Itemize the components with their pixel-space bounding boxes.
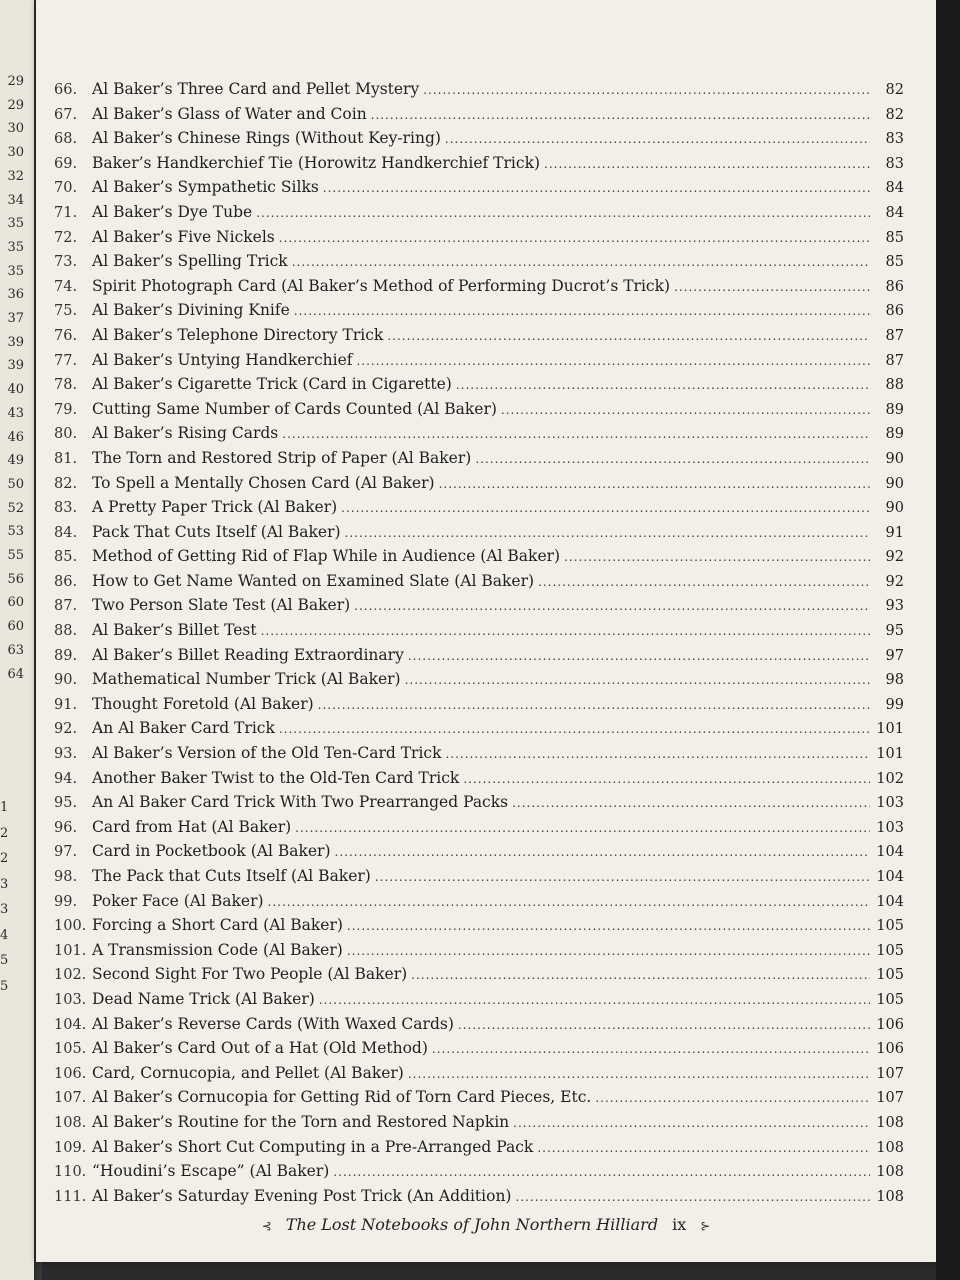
toc-entry-page: 105 [876,967,904,984]
toc-entry-title: An Al Baker Card Trick [92,719,275,738]
previous-page-number: 29 [7,97,24,113]
toc-entry-title: Al Baker’s Card Out of a Hat (Old Method) [92,1039,428,1058]
toc-leader-dots [333,1165,870,1179]
toc-leader-dots [674,280,870,294]
toc-entry-page: 92 [885,573,904,590]
toc-entry [54,154,904,179]
toc-entry-page: 104 [876,869,904,885]
toc-leader-dots [347,944,870,958]
toc-entry-number: 109. [54,1139,87,1156]
toc-entry-number: 81. [54,450,78,467]
toc-entry [54,474,904,499]
previous-page-number: 49 [7,453,24,469]
toc-entry [54,572,904,597]
toc-leader-dots [564,550,870,564]
toc-entry-number: 68. [54,131,78,148]
toc-leader-dots [356,354,870,368]
toc-entry-page: 91 [885,524,904,541]
toc-entry-title: Baker’s Handkerchief Tie (Horowitz Handkerchief Trick) [92,153,541,172]
toc-leader-dots [501,403,870,417]
toc-entry [54,252,904,277]
previous-page-number: 50 [7,476,24,492]
toc-leader-dots [439,477,870,491]
toc-entry-number: 85. [54,549,78,566]
toc-entry-title: Al Baker’s Glass of Water and Coin [92,104,367,123]
toc-entry-number: 103. [54,991,87,1008]
background-edge [936,0,960,1280]
toc-entry [54,80,904,105]
toc-leader-dots [261,624,870,638]
toc-entry [54,203,904,228]
toc-entry-page: 99 [885,696,904,713]
toc-entry-page: 103 [876,819,904,836]
toc-entry [54,695,904,720]
toc-entry-number: 76. [54,327,78,344]
toc-leader-dots [537,1141,870,1155]
toc-entry [54,105,904,130]
toc-entry-title: Al Baker’s Spelling Trick [92,252,288,271]
toc-leader-dots [319,993,870,1007]
toc-entry [54,351,904,376]
toc-entry-number: 98. [54,869,78,885]
toc-entry-title: Al Baker’s Billet Test [92,621,257,640]
toc-entry [54,744,904,769]
toc-entry-page: 103 [876,795,904,812]
toc-entry-title: The Torn and Restored Strip of Paper (Al Baker) [92,448,472,467]
previous-page-number: 5 [0,953,9,968]
toc-leader-dots [411,968,870,982]
toc-entry-title: An Al Baker Card Trick With Two Prearranged Packs [92,793,509,812]
toc-entry [54,793,904,818]
toc-leader-dots [341,501,870,515]
toc-leader-dots [463,772,870,786]
toc-entry-title: Al Baker’s Billet Reading Extraordinary [92,645,404,664]
toc-entry-page: 90 [885,450,904,467]
previous-page-number: 35 [7,216,24,232]
previous-page-number: 43 [7,405,24,421]
toc-leader-dots [323,181,870,195]
table-of-contents [54,80,904,1211]
toc-leader-dots [456,378,870,392]
toc-entry-page: 85 [885,254,904,271]
toc-entry-page: 95 [885,623,904,640]
toc-entry-number: 105. [54,1041,87,1058]
previous-page-number: 4 [0,927,9,943]
toc-leader-dots [595,1091,870,1105]
toc-entry [54,228,904,253]
toc-entry-title: Mathematical Number Trick (Al Baker) [92,670,401,689]
toc-entry-title: Another Baker Twist to the Old-Ten Card Trick [92,768,460,787]
previous-page-number: 37 [7,311,24,326]
toc-entry-number: 83. [54,500,78,517]
toc-entry-number: 106. [54,1065,87,1082]
toc-entry [54,498,904,523]
toc-entry-page: 108 [876,1114,904,1131]
toc-entry-number: 79. [54,401,78,418]
toc-leader-dots [445,132,870,146]
previous-page-edge [0,0,34,1280]
toc-entry-number: 102. [54,967,87,984]
toc-entry-number: 70. [54,180,78,197]
toc-entry-number: 95. [54,795,78,812]
toc-leader-dots [513,1116,870,1130]
toc-entry [54,719,904,744]
toc-leader-dots [282,427,870,441]
toc-entry-title: Al Baker’s Three Card and Pellet Mystery [92,80,420,98]
toc-entry [54,892,904,917]
toc-entry [54,326,904,351]
footer-ornament-right-icon: ⊱ [700,1219,711,1233]
toc-entry-number: 86. [54,573,78,590]
toc-entry-title: Al Baker’s Routine for the Torn and Restored Napkin [92,1112,510,1131]
toc-entry-number: 87. [54,598,78,615]
previous-page-number: 53 [7,524,24,540]
toc-entry-page: 108 [876,1164,904,1181]
toc-entry-page: 87 [885,352,904,369]
toc-leader-dots [295,821,870,835]
toc-entry-number: 104. [54,1016,87,1033]
previous-page-number: 2 [0,851,9,866]
toc-entry-number: 67. [54,106,78,123]
previous-page-number: 64 [7,666,24,682]
toc-entry-number: 92. [54,721,78,738]
previous-page-number: 3 [0,876,9,892]
toc-entry-title: Al Baker’s Rising Cards [92,424,279,443]
previous-page-number: 30 [7,121,24,137]
previous-page-number: 56 [7,571,24,587]
toc-entry-number: 78. [54,377,78,394]
toc-leader-dots [318,698,870,712]
toc-entry-title: Cutting Same Number of Cards Counted (Al Baker) [92,399,497,418]
toc-entry-page: 87 [885,327,904,344]
toc-leader-dots [515,1190,870,1204]
previous-page-number: 39 [7,358,24,374]
previous-page-number: 29 [7,74,24,89]
toc-entry [54,547,904,572]
toc-entry-page: 102 [876,770,904,787]
toc-entry [54,1064,904,1089]
toc-entry-number: 74. [54,278,78,295]
toc-entry [54,818,904,843]
toc-entry-title: Two Person Slate Test (Al Baker) [92,596,351,615]
toc-entry-page: 105 [876,991,904,1008]
toc-entry [54,596,904,621]
toc-entry-page: 89 [885,426,904,443]
toc-entry-page: 84 [885,204,904,221]
toc-entry-number: 108. [54,1114,87,1131]
toc-entry-title: Pack That Cuts Itself (Al Baker) [92,522,341,541]
toc-entry-number: 69. [54,155,78,172]
toc-entry [54,646,904,671]
toc-entry [54,1015,904,1040]
toc-entry-title: Card from Hat (Al Baker) [92,817,292,836]
toc-leader-dots [335,845,870,859]
toc-entry-number: 110. [54,1164,87,1181]
toc-entry [54,375,904,400]
toc-entry-page: 88 [885,377,904,394]
toc-entry-number: 94. [54,770,78,787]
toc-entry-number: 80. [54,426,78,443]
toc-leader-dots [408,649,870,663]
toc-entry-title: Dead Name Trick (Al Baker) [92,989,315,1008]
toc-entry-title: The Pack that Cuts Itself (Al Baker) [92,867,371,885]
previous-page-number: 39 [7,334,24,350]
toc-leader-dots [279,231,870,245]
page-number: ix [672,1215,687,1234]
previous-page-number: 60 [7,619,24,635]
toc-entry-title: Al Baker’s Chinese Rings (Without Key-ring) [92,129,441,148]
toc-entry-page: 93 [885,598,904,615]
toc-entry-title: Spirit Photograph Card (Al Baker’s Method of Performing Ducrot’s Trick) [92,276,671,295]
toc-entry-page: 107 [876,1090,904,1107]
toc-entry-title: Second Sight For Two People (Al Baker) [92,965,408,984]
previous-page-number: 5 [0,978,9,994]
toc-leader-dots [475,452,870,466]
book-page [36,0,936,1262]
toc-leader-dots [458,1018,870,1032]
toc-entry-title: Al Baker’s Version of the Old Ten-Card Trick [92,744,442,763]
toc-entry-number: 93. [54,746,78,763]
toc-entry-title: Al Baker’s Reverse Cards (With Waxed Cards) [92,1014,454,1033]
toc-leader-dots [423,83,870,97]
toc-entry [54,400,904,425]
previous-page-number: 30 [7,145,24,161]
toc-entry-page: 106 [876,1041,904,1058]
toc-entry-page: 98 [885,672,904,689]
book-title: The Lost Notebooks of John Northern Hilliard [285,1215,659,1234]
previous-page-number: 52 [7,500,24,516]
toc-entry [54,941,904,966]
toc-leader-dots [347,919,870,933]
toc-entry [54,621,904,646]
previous-page-number: 36 [7,287,24,303]
toc-entry [54,670,904,695]
toc-entry-number: 89. [54,647,78,664]
toc-entry-page: 107 [876,1065,904,1082]
toc-entry-title: How to Get Name Wanted on Examined Slate (Al Baker) [92,571,535,590]
toc-entry-title: Al Baker’s Saturday Evening Post Trick (An Addition) [92,1186,512,1205]
toc-entry-title: Poker Face (Al Baker) [92,891,264,910]
toc-entry-title: Forcing a Short Card (Al Baker) [92,916,343,935]
toc-entry-title: To Spell a Mentally Chosen Card (Al Baker) [92,473,435,492]
toc-entry-title: Al Baker’s Dye Tube [92,202,253,221]
previous-page-number: 2 [0,825,9,841]
toc-entry-page: 83 [885,131,904,148]
toc-entry-number: 77. [54,352,78,369]
toc-entry [54,277,904,302]
toc-entry [54,1187,904,1212]
toc-leader-dots [387,329,870,343]
toc-leader-dots [375,870,870,884]
toc-entry-page: 104 [876,893,904,910]
toc-entry-number: 107. [54,1090,87,1107]
toc-entry [54,1138,904,1163]
toc-entry [54,1039,904,1064]
previous-page-number: 55 [7,548,24,563]
toc-entry-title: Thought Foretold (Al Baker) [92,694,314,713]
toc-entry-page: 104 [876,844,904,861]
toc-entry [54,1088,904,1113]
toc-entry-title: Al Baker’s Untying Handkerchief [92,350,353,369]
toc-entry [54,449,904,474]
toc-leader-dots [432,1042,870,1056]
toc-entry-number: 96. [54,819,78,836]
toc-leader-dots [354,599,870,613]
toc-leader-dots [512,796,870,810]
toc-leader-dots [408,1067,870,1081]
toc-entry-page: 90 [885,500,904,517]
footer-ornament-left-icon: ⊰ [261,1219,272,1233]
toc-leader-dots [405,673,870,687]
toc-leader-dots [268,895,870,909]
toc-entry-number: 73. [54,254,78,271]
toc-entry-title: “Houdini’s Escape” (Al Baker) [92,1162,330,1181]
previous-page-number: 35 [7,263,24,279]
toc-entry-number: 91. [54,696,78,713]
toc-entry-page: 83 [885,155,904,172]
previous-page-number: 34 [7,192,24,208]
toc-leader-dots [371,108,870,122]
toc-entry-page: 101 [876,721,904,738]
toc-leader-dots [292,255,870,269]
toc-entry-title: Al Baker’s Sympathetic Silks [92,178,319,197]
toc-entry-title: A Pretty Paper Trick (Al Baker) [92,498,338,517]
toc-entry [54,301,904,326]
toc-entry-page: 108 [876,1139,904,1156]
toc-entry-page: 97 [885,647,904,664]
toc-entry-number: 84. [54,524,78,541]
toc-entry-number: 82. [54,475,78,492]
page-footer [36,1215,936,1234]
toc-entry-number: 111. [54,1188,87,1205]
toc-entry-number: 75. [54,303,78,320]
previous-page-number: 63 [7,642,24,658]
toc-leader-dots [538,575,870,589]
toc-entry [54,916,904,941]
toc-entry-title: Card, Cornucopia, and Pellet (Al Baker) [92,1063,404,1082]
toc-entry-page: 86 [885,303,904,320]
toc-entry-number: 88. [54,623,78,640]
toc-entry-title: Method of Getting Rid of Flap While in Audience (Al Baker) [92,547,561,566]
toc-entry-title: Al Baker’s Cigarette Trick (Card in Cigarette) [92,375,452,394]
toc-leader-dots [279,722,870,736]
toc-entry-title: A Transmission Code (Al Baker) [92,940,343,959]
toc-leader-dots [544,157,870,171]
previous-page-number: 46 [7,429,24,445]
toc-entry-number: 97. [54,844,78,861]
toc-entry-page: 84 [885,180,904,197]
toc-leader-dots [445,747,870,761]
toc-leader-dots [345,526,870,540]
toc-entry-page: 85 [885,229,904,246]
toc-entry-number: 99. [54,893,78,910]
toc-entry [54,424,904,449]
toc-entry [54,178,904,203]
toc-entry-page: 108 [876,1188,904,1205]
toc-entry-number: 101. [54,942,87,959]
previous-page-number: 60 [7,595,24,611]
toc-entry-page: 82 [885,82,904,98]
toc-entry [54,965,904,990]
toc-entry-title: Al Baker’s Five Nickels [92,227,275,246]
toc-entry [54,990,904,1015]
toc-entry-number: 90. [54,672,78,689]
toc-entry-page: 105 [876,918,904,935]
toc-leader-dots [256,206,870,220]
toc-entry-number: 100. [54,918,87,935]
toc-entry-page: 82 [885,106,904,123]
toc-entry-number: 71. [54,204,78,221]
toc-entry-page: 106 [876,1016,904,1033]
toc-entry-title: Card in Pocketbook (Al Baker) [92,842,331,861]
toc-leader-dots [294,304,870,318]
toc-entry-page: 92 [885,549,904,566]
toc-entry [54,867,904,892]
previous-page-number: 35 [7,239,24,255]
toc-entry-title: Al Baker’s Telephone Directory Trick [92,325,384,344]
toc-entry-page: 86 [885,278,904,295]
toc-entry [54,1162,904,1187]
toc-entry-title: Al Baker’s Divining Knife [92,301,290,320]
toc-entry [54,769,904,794]
toc-entry [54,842,904,867]
toc-entry-number: 66. [54,82,78,98]
previous-page-number: 3 [0,902,9,917]
toc-entry [54,523,904,548]
previous-page-number: 32 [7,168,24,184]
toc-entry-page: 105 [876,942,904,959]
toc-entry-page: 89 [885,401,904,418]
toc-entry-page: 101 [876,746,904,763]
previous-page-number: 1 [0,800,9,815]
toc-entry-title: Al Baker’s Short Cut Computing in a Pre-Arranged Pack [92,1137,534,1156]
toc-entry [54,1113,904,1138]
toc-entry [54,129,904,154]
toc-entry-page: 90 [885,475,904,492]
toc-entry-number: 72. [54,229,78,246]
toc-entry-title: Al Baker’s Cornucopia for Getting Rid of Torn Card Pieces, Etc. [92,1088,592,1107]
previous-page-number: 40 [7,382,24,398]
